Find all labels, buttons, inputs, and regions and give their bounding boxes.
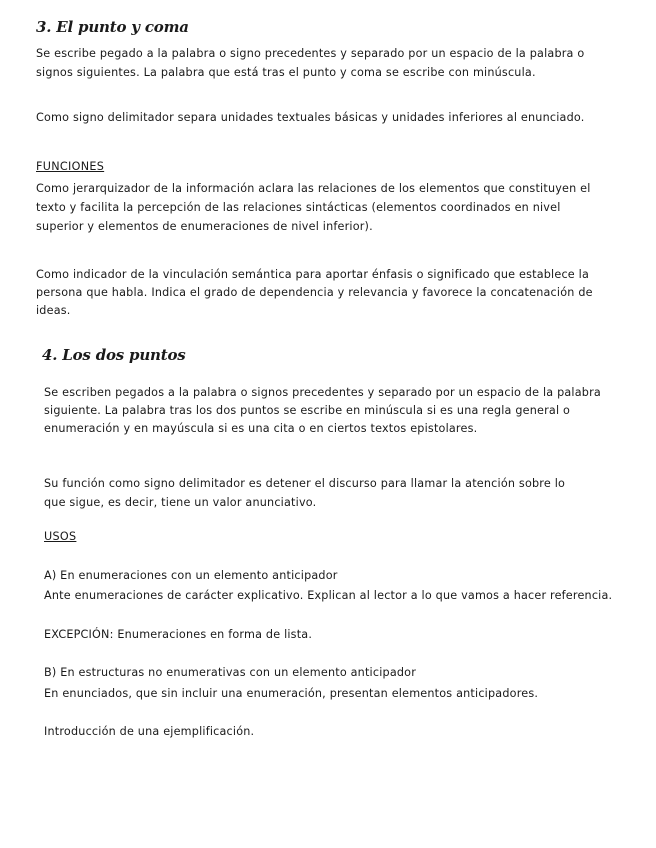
section-4-intro-paragraph-2: Su función como signo delimitador es detener el discurso para llamar la atención sobre lo que sigue, es decir, tiene un valor anunciativo.: [44, 477, 566, 509]
use-a-exception: EXCEPCIÓN: Enumeraciones en forma de lista.: [44, 628, 313, 641]
use-b-title: B) En estructuras no enumerativas con un elemento anticipador: [44, 666, 417, 679]
usos-heading: USOS: [44, 530, 77, 543]
funciones-heading: FUNCIONES: [36, 160, 105, 173]
section-4-intro-paragraph-1: Se escriben pegados a la palabra o signos precedentes y separado por un espacio de la palabra siguiente. La palabra tras los dos puntos se escribe en minúscula si es una regla general o enumeración y en mayúscula si es una cita o en ciertos textos epistolares.: [44, 386, 601, 435]
section-4-title: 4. Los dos puntos: [42, 346, 186, 364]
funciones-paragraph-1: Como jerarquizador de la información aclara las relaciones de los elementos que constituyen el texto y facilita la percepción de las relaciones sintácticas (elementos coordinados en nivel superior y elementos de enumeraciones de nivel inferior).: [36, 182, 591, 233]
section-3-title: 3. El punto y coma: [36, 18, 189, 36]
use-b-extra: Introducción de una ejemplificación.: [44, 725, 255, 738]
use-a-text: Ante enumeraciones de carácter explicativo. Explican al lector a lo que vamos a hacer referencia.: [44, 589, 613, 602]
funciones-paragraph-2: Como indicador de la vinculación semántica para aportar énfasis o significado que establece la persona que habla. Indica el grado de dependencia y relevancia y favorece la concatenación de ideas.: [36, 268, 593, 317]
section-3-intro-paragraph-1: Se escribe pegado a la palabra o signo precedentes y separado por un espacio de la palabra o signos siguientes. La palabra que está tras el punto y coma se escribe con minúscula.: [36, 47, 585, 79]
section-3-intro-paragraph-2: Como signo delimitador separa unidades textuales básicas y unidades inferiores al enunciado.: [36, 111, 585, 124]
use-a-title: A) En enumeraciones con un elemento anticipador: [44, 569, 338, 582]
use-b-text: En enunciados, que sin incluir una enumeración, presentan elementos anticipadores.: [44, 687, 539, 700]
